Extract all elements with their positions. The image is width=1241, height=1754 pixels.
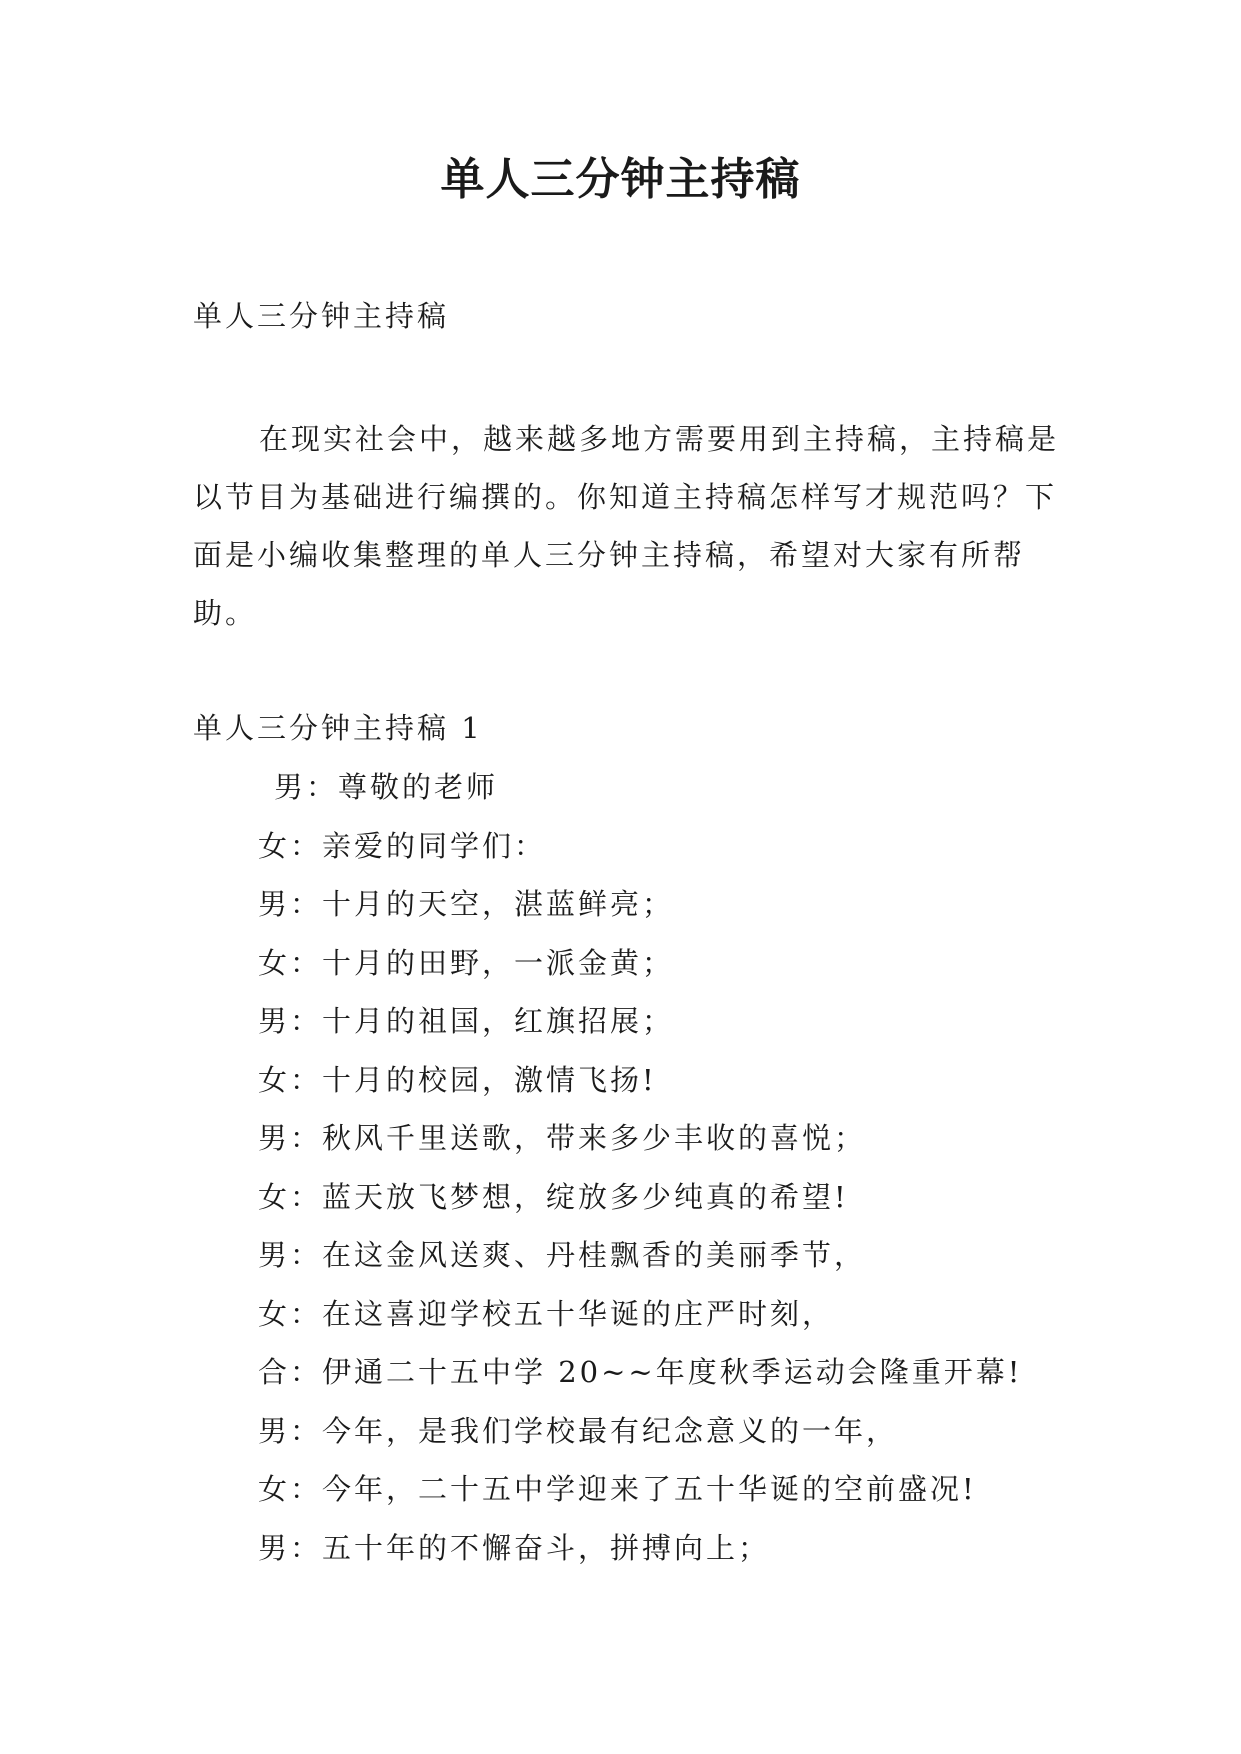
section-heading: 单人三分钟主持稿 1 [193, 711, 483, 745]
dialogue-line: 女：今年，二十五中学迎来了五十华诞的空前盛况! [258, 1472, 977, 1506]
dialogue-line: 男：十月的祖国，红旗招展； [258, 1004, 675, 1038]
document-title: 单人三分钟主持稿 [440, 154, 801, 205]
dialogue-list [258, 758, 1118, 1577]
dialogue-line: 男：在这金风送爽、丹桂飘香的美丽季节， [258, 1238, 867, 1272]
dialogue-line: 女：十月的田野，一派金黄； [258, 945, 675, 980]
dialogue-line: 女：蓝天放飞梦想，绽放多少纯真的希望! [258, 1179, 849, 1214]
document-subtitle: 单人三分钟主持稿 [193, 299, 450, 333]
dialogue-line: 合：伊通二十五中学 20~~年度秋季运动会隆重开幕! [258, 1355, 1023, 1389]
dialogue-line: 男：秋风千里送歌，带来多少丰收的喜悦； [258, 1121, 867, 1155]
dialogue-line: 男：尊敬的老师 [274, 770, 499, 804]
dialogue-line: 男：十月的天空，湛蓝鲜亮； [258, 887, 675, 921]
dialogue-line: 女：在这喜迎学校五十华诞的庄严时刻， [258, 1296, 835, 1331]
dialogue-line: 女：亲爱的同学们： [258, 828, 547, 863]
dialogue-line: 男：今年，是我们学校最有纪念意义的一年， [258, 1413, 899, 1448]
dialogue-line: 女：十月的校园，激情飞扬! [258, 1062, 657, 1097]
intro-paragraph: 在现实社会中，越来越多地方需要用到主持稿，主持稿是以节目为基础进行编撰的。你知道主持稿怎样写才规范吗？下面是小编收集整理的单人三分钟主持稿，希望对大家有所帮助。 [193, 422, 1060, 630]
dialogue-line: 男：五十年的不懈奋斗，拼搏向上； [258, 1530, 771, 1565]
